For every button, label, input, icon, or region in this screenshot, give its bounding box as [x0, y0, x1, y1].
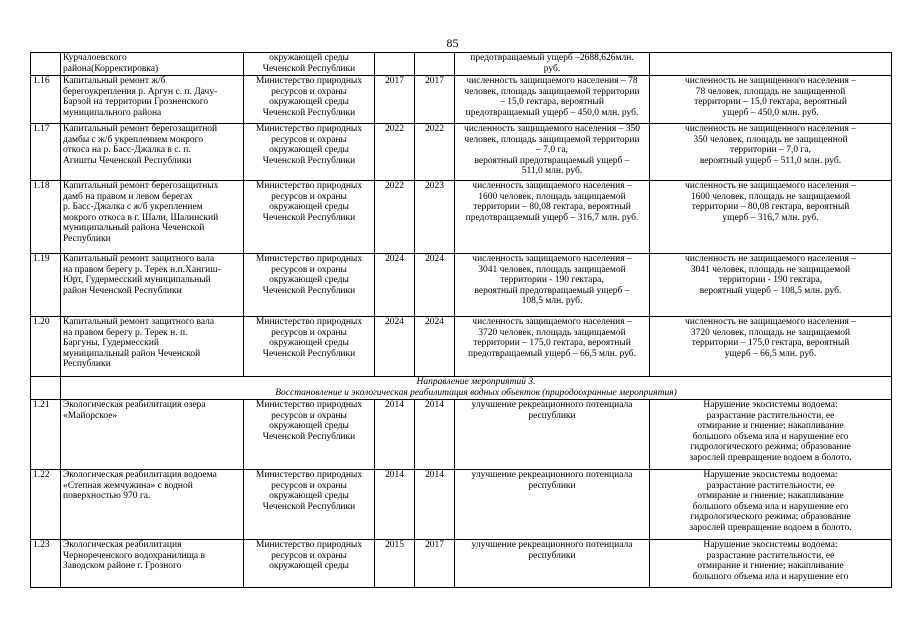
consequence: численность не защищаемого населения – 1600 человек, площадь не защищаемой территории – 80,08 гектара, вероятный ущерб – 316,7 млн. руб.: [684, 181, 857, 223]
end-year: 2024: [415, 317, 455, 377]
table-row: [31, 76, 892, 124]
row-number: 1.23: [31, 540, 61, 588]
executor: Министерство природных ресурсов и охраны окружающей среды Чеченской Республики: [255, 317, 363, 359]
table-row: [31, 400, 892, 470]
section-header-row: [31, 377, 892, 400]
start-year: 2024: [375, 254, 415, 317]
table-row: [31, 124, 892, 181]
expected-result: улучшение рекреационного потенциала республики: [471, 470, 633, 491]
measure-title: Курчалоевского района(Корректировка): [63, 53, 159, 74]
executor: окружающей среды Чеченской Республики: [262, 53, 356, 74]
expected-result: численность защищаемого населения – 3041 человек, площадь защищаемой территории - 190 гектара, вероятный предотвращаемый ущерб – 108,5 млн. руб.: [472, 254, 632, 306]
executor: Министерство природных ресурсов и охраны окружающей среды Чеченской Республики: [255, 124, 363, 166]
measure-title: Капитальный ремонт ж/б берегоукрепления р. Аргун с. п. Дачу- Барзой на территории Грозненского муниципального района: [63, 76, 218, 118]
table-row: [31, 181, 892, 254]
end-year: 2023: [415, 181, 455, 254]
expected-result: численность защищаемого населения – 78 человек, площадь защищаемой территории – 15,0 гектара, вероятный предотвращаемый ущерб – 450,0 млн. руб.: [464, 76, 640, 118]
expected-result: численность защищаемого населения – 350 человек, площадь защищаемой территории – 7,0 га, вероятный предотвращаемый ущерб – 511,0 млн. руб.: [463, 124, 641, 176]
start-year: 2022: [375, 181, 415, 254]
measures-table: [30, 52, 892, 588]
executor: Министерство природных ресурсов и охраны окружающей среды Чеченской Республики: [255, 254, 363, 296]
expected-result: улучшение рекреационного потенциала республики: [471, 540, 633, 561]
expected-result: численность защищаемого населения – 3720 человек, площадь защищаемой территории – 175,0 гектара, вероятный предотвращаемый ущерб – 66,5 млн. руб.: [468, 317, 636, 359]
measure-title: Экологическая реабилитация Чернореченского водохранилища в Заводском районе г. Грозного: [63, 540, 206, 571]
row-number: 1.17: [31, 124, 61, 181]
start-year: 2014: [375, 470, 415, 540]
consequence: Нарушение экосистемы водоема: разрастание растительности, ее отмирание и гниение; накапливание большого объема ила и нарушение его гидрологического режима; образование зарослей превращение водоем в болото.: [689, 470, 852, 533]
table-row: [31, 53, 892, 76]
row-number: 1.21: [31, 400, 61, 470]
measure-title: Капитальный ремонт защитного вала на правом берегу р. Терек н. п. Баргуны, Гудермесский муниципальный район Чеченской Республики: [63, 317, 215, 369]
table-row: [31, 317, 892, 377]
table-row: [31, 254, 892, 317]
end-year: 2017: [415, 540, 455, 588]
start-year: 2017: [375, 76, 415, 124]
expected-result: улучшение рекреационного потенциала республики: [471, 400, 633, 421]
row-number: 1.19: [31, 254, 61, 317]
measure-title: Капитальный ремонт защитного вала на правом берегу р. Терек н.п.Хангиш- Юрт, Гудермесский муниципальный район Чеченской Республики: [63, 254, 221, 296]
consequence: численность не защищаемого населения – 3041 человек, площадь не защищаемой территории - 190 гектара, вероятный ущерб – 108,5 млн. руб.: [684, 254, 857, 296]
expected-result: предотвращаемый ущерб –2688,626млн. руб.: [470, 53, 634, 74]
measure-title: Экологическая реабилитация водоема «Степная жемчужина» с водной поверхностью 970 га.: [63, 470, 217, 501]
end-year: 2014: [415, 400, 455, 470]
start-year: 2024: [375, 317, 415, 377]
consequence: численность не защищаемого населения – 3720 человек, площадь не защищаемой территории – 175,0 гектара, вероятный ущерб – 66,5 млн. руб.: [684, 317, 857, 359]
row-number: 1.20: [31, 317, 61, 377]
section-subtitle: Восстановление и экологическая реабилитация водных объектов (природоохранные мероприятия): [275, 387, 677, 398]
end-year: [415, 53, 455, 76]
executor: Министерство природных ресурсов и охраны окружающей среды Чеченской Республики: [255, 76, 363, 118]
row-number: 1.22: [31, 470, 61, 540]
measure-title: Капитальный ремонт берегозащитной дамбы с ж/б укреплением мокрого откоса на р. Басс-Джалка в с. п. Агишты Чеченской Республики: [63, 124, 218, 166]
expected-result: численность защищаемого населения – 1600 человек, площадь защищаемой территории – 80,08 гектара, вероятный предотвращаемый ущерб – 316,7 млн. руб.: [465, 181, 639, 223]
page-number: 85: [446, 36, 459, 50]
measure-title: Экологическая реабилитация озера «Майорское»: [63, 400, 206, 421]
start-year: 2014: [375, 400, 415, 470]
consequence: Нарушение экосистемы водоема: разрастание растительности, ее отмирание и гниение; накапливание большого объема ила и нарушение его: [692, 540, 849, 582]
consequence: численность не защищенного населения – 78 человек, площадь не защищенной территории – 15,0 гектара, вероятный ущерб – 450,0 млн. руб.: [684, 76, 856, 118]
row-number: 1.18: [31, 181, 61, 254]
end-year: 2024: [415, 254, 455, 317]
consequence: Нарушение экосистемы водоема: разрастание растительности, ее отмирание и гниение; накапливание большого объема ила и нарушение его гидрологического режима; образование зарослей превращение водоем в болото.: [689, 400, 852, 463]
start-year: 2022: [375, 124, 415, 181]
section-title: Направление мероприятий 3.: [416, 377, 536, 387]
row-number: 1.16: [31, 76, 61, 124]
table-row: [31, 470, 892, 540]
start-year: [375, 53, 415, 76]
executor: Министерство природных ресурсов и охраны окружающей среды Чеченской Республики: [255, 181, 363, 223]
consequence: численность не защищенного населения – 350 человек, площадь не защищенной территории – 7,0 га, вероятный ущерб – 511,0 млн. руб.: [684, 124, 856, 166]
executor: Министерство природных ресурсов и охраны окружающей среды Чеченской Республики: [255, 470, 363, 512]
start-year: 2015: [375, 540, 415, 588]
end-year: 2022: [415, 124, 455, 181]
executor: Министерство природных ресурсов и охраны окружающей среды Чеченской Республики: [255, 400, 363, 442]
table-row: [31, 540, 892, 588]
row-number: [31, 53, 61, 76]
measure-title: Капитальный ремонт берегозащитных дамб на правом и левом берегах р. Басс-Джалка с ж/б укреплением мокрого откоса в г. Шали, Шалинский муниципальный района Чеченской Республики: [63, 181, 219, 244]
end-year: 2014: [415, 470, 455, 540]
executor: Министерство природных ресурсов и охраны окружающей среды: [255, 540, 363, 571]
end-year: 2017: [415, 76, 455, 124]
